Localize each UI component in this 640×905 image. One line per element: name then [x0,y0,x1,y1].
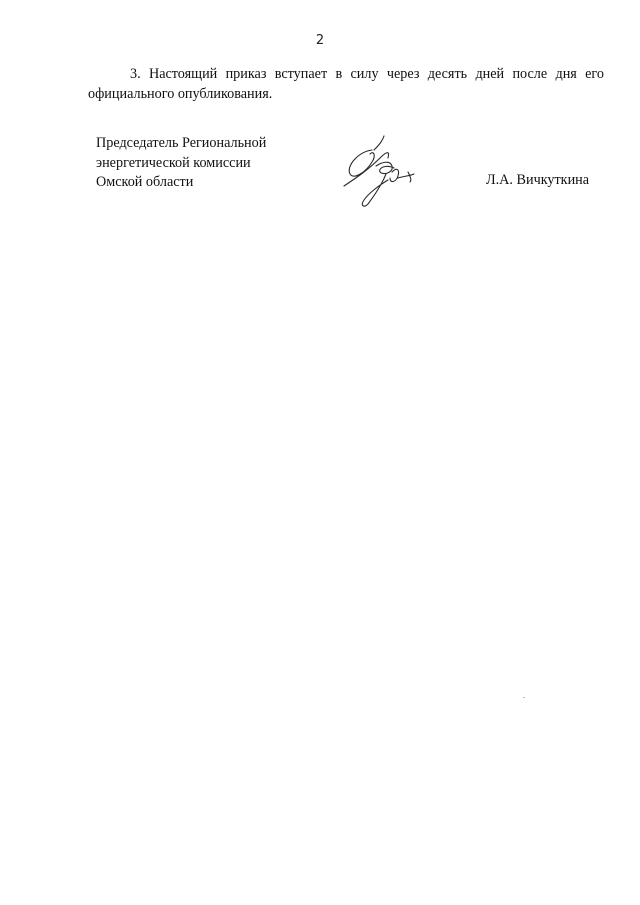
page-number: 2 [315,33,325,48]
signer-name: Л.А. Вичкуткина [486,172,590,188]
scan-speck [523,697,525,698]
position-line-2: энергетической комиссии [96,154,251,171]
position-line-3: Омской области [96,174,194,190]
order-paragraph: 3. Настоящий приказ вступает в силу через десять дней после дня его официального опубликования. [88,66,604,102]
handwritten-signature-icon [338,128,422,212]
position-line-1: Председатель Региональной [96,135,267,151]
signatory-position [96,134,266,193]
